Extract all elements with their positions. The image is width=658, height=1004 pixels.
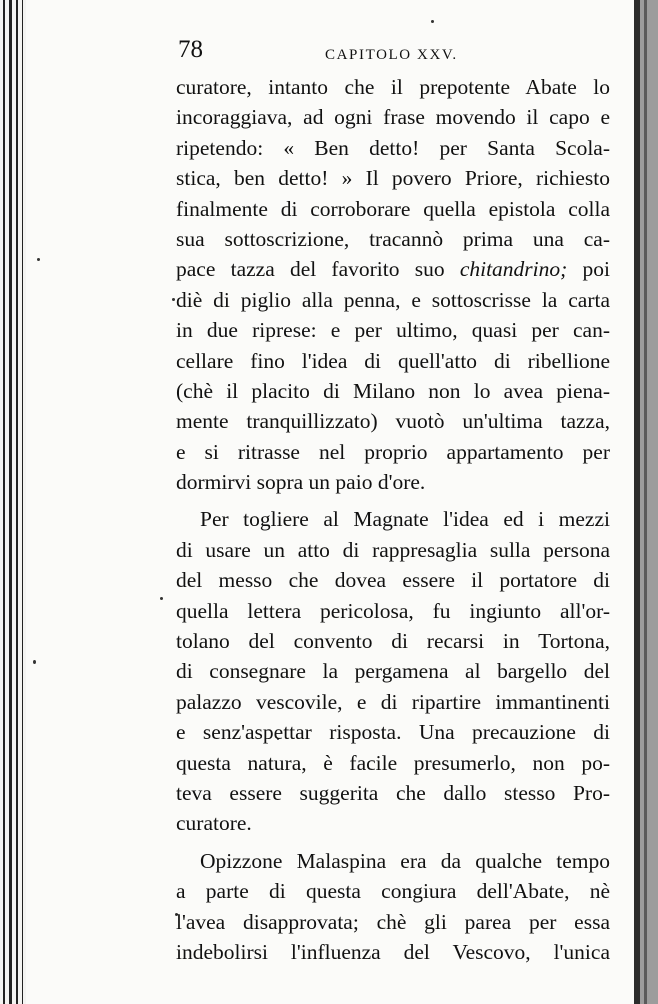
text-line: diè di piglio alla penna, e sottoscrisse la carta (176, 287, 610, 312)
binding-edge (0, 0, 26, 1004)
running-head: CAPITOLO XXV. (325, 47, 458, 63)
text-line: e senz'aspettar risposta. Una precauzione di (176, 720, 610, 745)
text-line: stica, ben detto! » Il povero Priore, richiesto (176, 166, 610, 191)
text-line: ripetendo: « Ben detto! per Santa Scola- (176, 135, 610, 160)
text-line: palazzo vescovile, e di ripartire immantinenti (176, 689, 610, 714)
text-line (176, 254, 610, 284)
text-line: in due riprese: e per ultimo, quasi per can- (176, 318, 610, 343)
text-line: tolano del convento di recarsi in Tortona, (176, 629, 610, 654)
text-line: l'avea disapprovata; chè gli parea per essa (176, 909, 610, 934)
text-line: finalmente di corroborare quella epistola colla (176, 196, 610, 221)
italic-word: chitandrino; (459, 257, 568, 282)
text-segment: pace tazza del favorito suo (176, 257, 445, 282)
text-line: indebolirsi l'influenza del Vescovo, l'unica (176, 939, 610, 964)
text-line: curatore. (176, 811, 252, 836)
text-line: questa natura, è facile presumerlo, non po- (176, 750, 610, 775)
page-header (178, 34, 604, 68)
text-line: Opizzone Malaspina era da qualche tempo (200, 848, 610, 873)
text-line: dormirvi sopra un paio d'ore. (176, 470, 426, 495)
text-line: mente tranquillizzato) vuotò un'ultima tazza, (176, 409, 610, 434)
text-line: sua sottoscrizione, tracannò prima una ca- (176, 226, 610, 251)
page-number: 78 (178, 36, 203, 63)
text-line: cellare fino l'idea di quell'atto di ribellione (176, 348, 610, 373)
text-line: incoraggiava, ad ogni frase movendo il capo e (176, 105, 610, 130)
text-line: e si ritrasse nel proprio appartamento per (176, 439, 610, 464)
text-line: quella lettera pericolosa, fu ingiunto all'or- (176, 598, 610, 623)
text-line: Per togliere al Magnate l'idea ed i mezzi (200, 507, 610, 532)
text-line: di usare un atto di rappresaglia sulla persona (176, 537, 610, 562)
text-line: teva essere suggerita che dallo stesso Pro- (176, 780, 610, 805)
text-line: a parte di questa congiura dell'Abate, nè (176, 879, 610, 904)
text-line: di consegnare la pergamena al bargello del (176, 659, 610, 684)
text-line: del messo che dovea essere il portatore di (176, 568, 610, 593)
text-line: (chè il placito di Milano non lo avea piena- (176, 378, 610, 403)
body-text (176, 72, 610, 967)
text-segment: poi (582, 257, 611, 282)
text-line: curatore, intanto che il prepotente Abate lo (176, 75, 610, 99)
